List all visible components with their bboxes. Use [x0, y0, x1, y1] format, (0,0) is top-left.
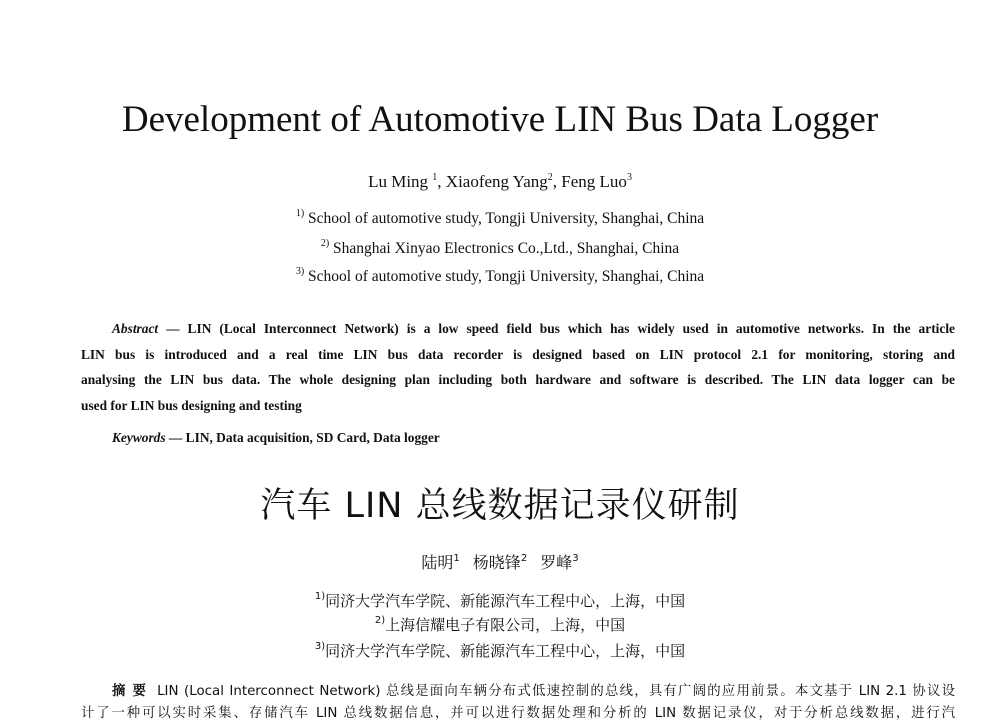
affiliation-en-3	[0, 268, 1000, 286]
affiliation-mark: 2)	[374, 615, 386, 626]
affiliation-cn-1	[0, 590, 1000, 611]
affiliation-text: School of automotive study, Tongji University, Shanghai, China	[308, 210, 705, 227]
abstract-line: analysing the LIN bus data. The whole designing plan including both hardware and software is described. The LIN data logger can be	[81, 372, 955, 387]
abstract-label: Abstract	[112, 321, 159, 336]
affiliation-mark: 3)	[314, 641, 326, 652]
abstract-cn-line: 计了一种可以实时采集、存储汽车 LIN 总线数据信息，并可以进行数据处理和分析的 LIN 数据记录仪，对于分析总线数据，进行汽	[81, 706, 955, 721]
keywords-label: Keywords	[112, 430, 166, 445]
author-name: 杨晓锋	[472, 553, 521, 572]
author-name: Xiaofeng Yang	[445, 172, 548, 191]
affiliation-text: 同济大学汽车学院、新能源汽车工程中心，上海，中国	[325, 642, 686, 660]
author-list-en: Lu Ming $^1$, Xiaofeng Yang$^2$, Feng Luo$^3$	[368, 172, 632, 191]
affiliation-cn-3	[0, 640, 1000, 661]
paper-title-en: Development of Automotive LIN Bus Data Logger	[121, 99, 879, 140]
author-name: 罗峰	[540, 553, 573, 572]
author-affiliation-mark: 3	[626, 172, 632, 183]
author-affiliation-mark: 2	[547, 172, 553, 183]
affiliation-mark: 1)	[295, 208, 305, 219]
keywords-en: Keywords — LIN, Data acquisition, SD Card, Data logger	[112, 430, 440, 445]
abstract-cn-line: 摘 要 LIN (Local Interconnect Network) 总线是面向车辆分布式低速控制的总线，具有广阔的应用前景。本文基于 LIN 2.1 协议设	[112, 684, 955, 699]
affiliation-text: School of automotive study, Tongji University, Shanghai, China	[308, 268, 705, 285]
affiliation-text: Shanghai Xinyao Electronics Co.,Ltd., Shanghai, China	[333, 240, 680, 257]
abstract-en	[81, 316, 955, 418]
abstract-line: used for LIN bus designing and testing	[81, 397, 302, 413]
affiliation-mark: 1)	[314, 591, 326, 602]
abstract-line: LIN bus is introduced and a real time LIN bus data recorder is designed based on LIN protocol 2.1 for monitoring, storing and	[81, 346, 955, 362]
affiliation-mark: 2)	[320, 238, 330, 249]
keywords-text: LIN, Data acquisition, SD Card, Data logger	[185, 430, 440, 445]
author-name: 陆明	[421, 553, 454, 572]
author-name: Lu Ming	[368, 172, 429, 191]
affiliation-en-1	[0, 210, 1000, 228]
author-list-cn	[0, 550, 1000, 573]
affiliation-en-2	[0, 240, 1000, 258]
author-name: Feng Luo	[561, 172, 627, 191]
paper-title-cn: 汽车 LIN 总线数据记录仪研制	[260, 486, 740, 526]
abstract-line: Abstract — LIN (Local Interconnect Network) is a low speed field bus which has widely used in automotive networks. In the article	[112, 321, 955, 336]
abstract-cn-label: 摘 要	[112, 684, 148, 699]
abstract-cn	[81, 681, 955, 725]
author-affiliation-mark: 2	[520, 553, 528, 564]
author-affiliation-mark: 1	[432, 172, 438, 183]
affiliation-mark: 3)	[295, 266, 305, 277]
affiliation-text: 同济大学汽车学院、新能源汽车工程中心，上海，中国	[325, 592, 686, 610]
affiliation-cn-2	[0, 614, 1000, 635]
author-affiliation-mark: 3	[572, 553, 579, 564]
author-affiliation-mark: 1	[453, 553, 460, 564]
affiliation-text: 上海信耀电子有限公司，上海，中国	[385, 616, 626, 634]
